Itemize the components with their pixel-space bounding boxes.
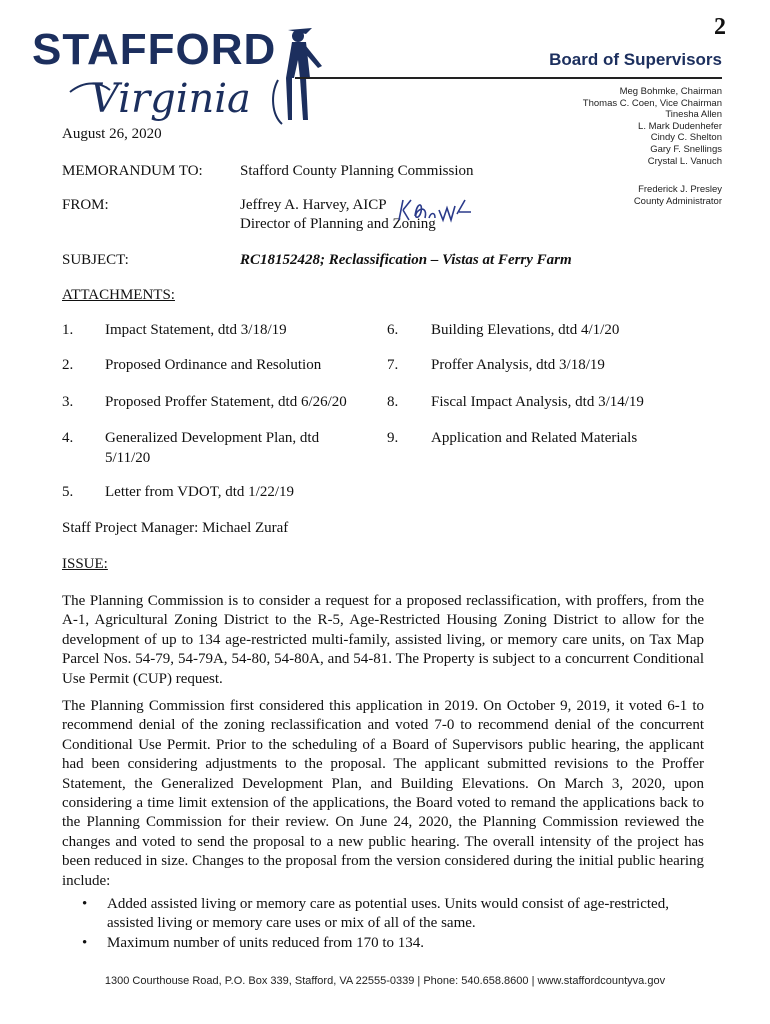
county-administrator [634, 184, 722, 207]
attachment-number: 8. [387, 394, 399, 410]
header-rule [295, 77, 722, 79]
memo-to-value: Stafford County Planning Commission [240, 163, 474, 179]
page-footer: 1300 Courthouse Road, P.O. Box 339, Stafford, VA 22555-0339 | Phone: 540.658.8600 | www.staffordcountyva.gov [104, 975, 666, 987]
page-number: 2 [714, 14, 726, 40]
issue-heading: ISSUE: [62, 556, 108, 572]
bullet-text: Maximum number of units reduced from 170 to 134. [107, 935, 425, 951]
attachment-item: Building Elevations, dtd 4/1/20 [431, 322, 620, 338]
bullet-text: Added assisted living or memory care as potential uses. Units would consist of age-restricted, assisted living or memory care uses or mix of all of the same. [107, 896, 669, 932]
washington-figure-icon [286, 28, 322, 120]
board-members-list [502, 86, 722, 167]
attachment-number: 1. [62, 322, 74, 338]
memo-date: August 26, 2020 [62, 126, 162, 142]
board-member: Crystal L. Vanuch [647, 155, 722, 167]
stafford-virginia-logo [30, 20, 330, 130]
logo-top-text: STAFFORD [32, 25, 277, 74]
bullet-icon: • [82, 896, 88, 912]
attachment-number: 3. [62, 394, 74, 410]
logo-script-text: Virginia [90, 76, 251, 122]
board-member: Meg Bohmke, Chairman [619, 86, 722, 97]
board-member: Gary F. Snellings [650, 143, 722, 155]
memo-to-label: MEMORANDUM TO: [62, 163, 203, 179]
issue-paragraph: The Planning Commission is to consider a request for a proposed reclassification, with proffers, from the A-1, Agricultural Zoning District to the R-5, Age-Restricted Housing Zoning District to allow for the development of up to 134 age-restricted multi-family, assisted living, or memory care units, on Tax Map Parcel Nos. 54-79, 54-79A, 54-80, 54-80A, and 54-81. The Property is subject to a concurrent Conditional Use Permit (CUP) request. [62, 593, 704, 687]
attachment-number: 9. [387, 430, 399, 446]
attachment-number: 6. [387, 322, 399, 338]
board-member: Tinesha Allen [665, 109, 722, 121]
from-title: Director of Planning and Zoning [240, 216, 436, 232]
attachment-number: 2. [62, 357, 74, 373]
attachment-item: Impact Statement, dtd 3/18/19 [105, 322, 287, 338]
attachment-item: Letter from VDOT, dtd 1/22/19 [105, 484, 294, 500]
attachment-item: Fiscal Impact Analysis, dtd 3/14/19 [431, 394, 644, 410]
attachment-item: Proposed Ordinance and Resolution [105, 357, 322, 373]
board-member: Cindy C. Shelton [650, 132, 722, 144]
subject-value: RC18152428; Reclassification – Vistas at Ferry Farm [240, 252, 572, 268]
from-label: FROM: [62, 197, 109, 213]
issue-paragraph: The Planning Commission first considered this application in 2019. On October 9, 2019, it voted 6-1 to recommend denial of the zoning reclassification and voted 7-0 to recommend denial of the concurrent Conditional Use Permit. Prior to the scheduling of a Board of Supervisors public hearing, the applicant had been considering adjustments to the proposal. The applicant submitted revisions to the Proffer Statement, the Generalized Development Plan, and Building Elevations. On March 3, 2020, upon considering a time limit extension of the applications, the Board voted to remand the applications back to the Planning Commission for their review. On June 24, 2020, the Planning Commission reviewed the changes and voted to send the proposal to a new public hearing. The overall intensity of the project has been reduced in size. Changes to the proposal from the version considered during the initial public hearing include: [62, 698, 704, 889]
attachment-item: Proffer Analysis, dtd 3/18/19 [431, 357, 605, 373]
bullet-icon: • [82, 935, 88, 951]
subject-label: SUBJECT: [62, 252, 129, 268]
attachment-number: 7. [387, 357, 399, 373]
administrator-name: Frederick J. Presley [638, 184, 722, 195]
attachment-number: 5. [62, 484, 74, 500]
attachment-item: Proposed Proffer Statement, dtd 6/26/20 [105, 394, 347, 410]
attachment-number: 4. [62, 430, 74, 446]
administrator-title: County Administrator [633, 195, 722, 207]
staff-project-manager: Staff Project Manager: Michael Zuraf [62, 520, 289, 536]
from-name: Jeffrey A. Harvey, AICP [240, 197, 387, 213]
handwritten-initials-signature [395, 190, 475, 230]
board-member: L. Mark Dudenhefer [638, 120, 722, 132]
board-title: Board of Supervisors [549, 50, 722, 69]
attachments-heading: ATTACHMENTS: [62, 287, 175, 303]
attachment-item: Generalized Development Plan, dtd 5/11/20 [105, 430, 320, 466]
board-member: Thomas C. Coen, Vice Chairman [582, 97, 722, 109]
attachment-item: Application and Related Materials [431, 430, 638, 446]
